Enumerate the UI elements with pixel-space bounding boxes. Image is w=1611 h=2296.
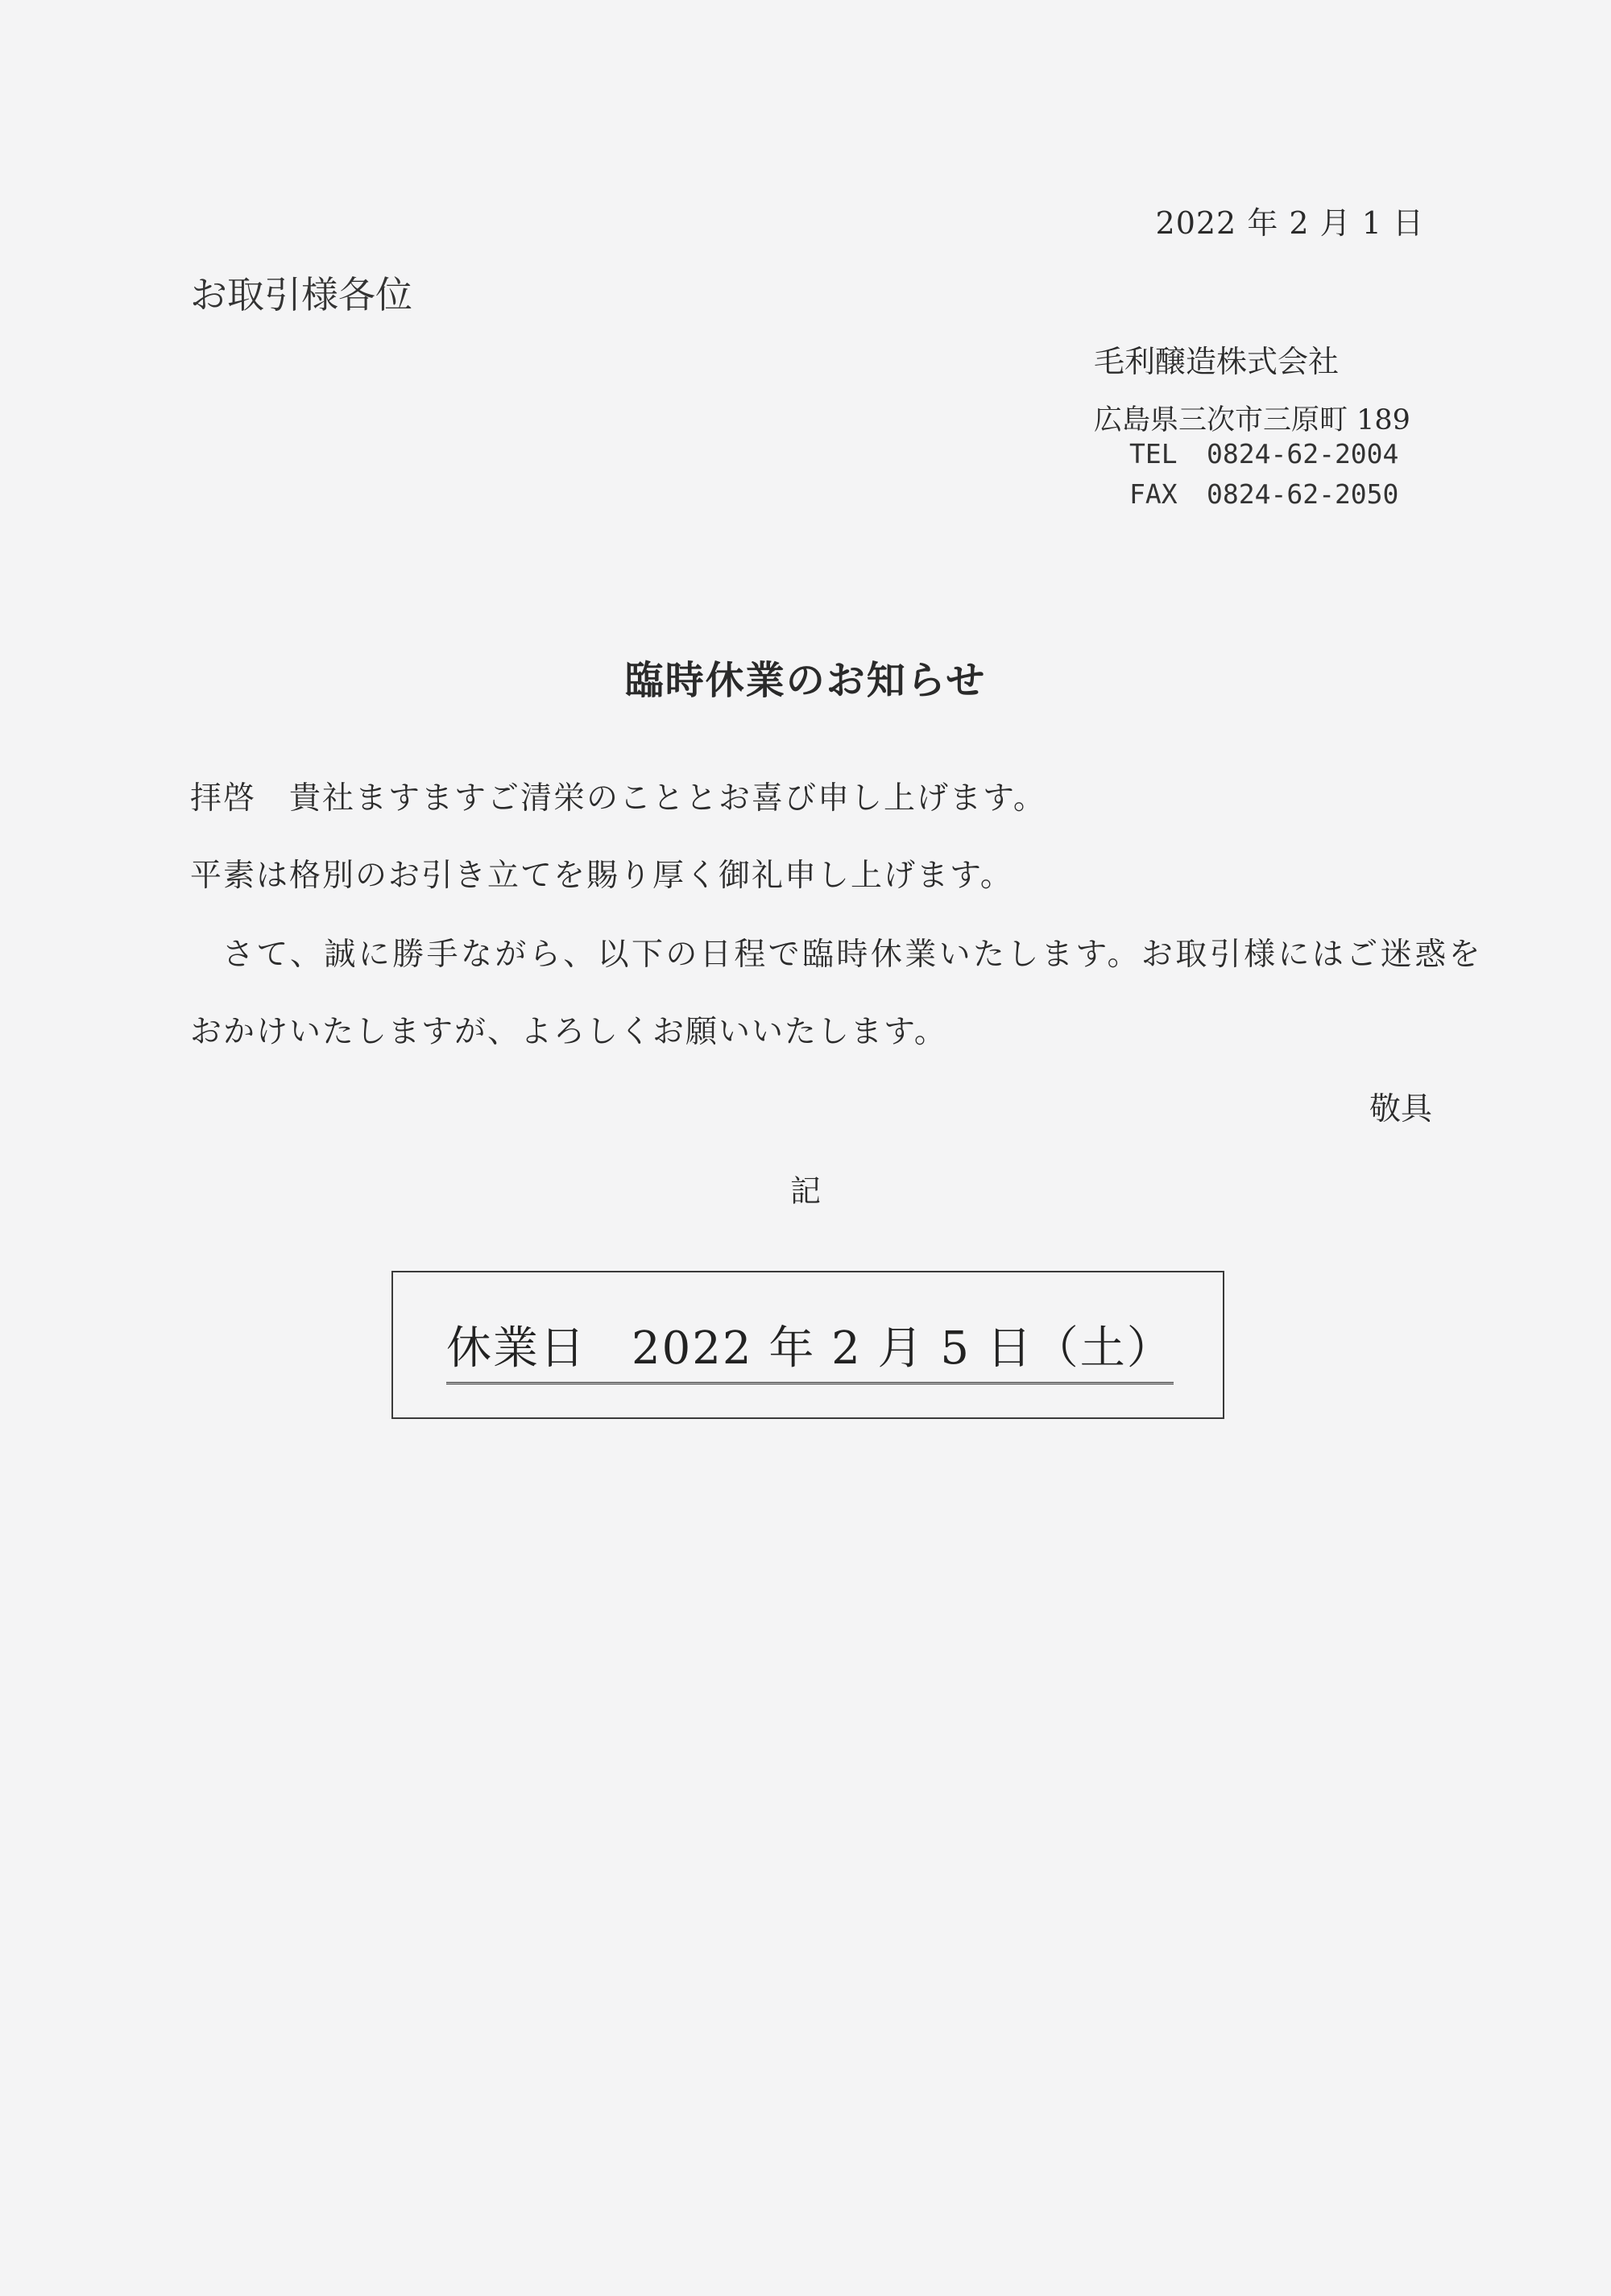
- sender-fax: [1129, 478, 1398, 510]
- body-line: 平素は格別のお引き立てを賜り厚く御礼申し上げます。: [190, 858, 1013, 894]
- tel-number: 0824-62-2004: [1207, 438, 1399, 470]
- closing-keigu: 敬具: [1369, 1091, 1432, 1127]
- letter-date: 2022 年 2 月 1 日: [1155, 205, 1424, 241]
- body-line: おかけいたしますが、よろしくお願いいたします。: [190, 1014, 947, 1050]
- fax-number: 0824-62-2050: [1207, 478, 1399, 510]
- fax-label: FAX: [1129, 478, 1178, 510]
- tel-label: TEL: [1129, 438, 1178, 470]
- holiday-label: 休業日: [446, 1322, 586, 1375]
- body-line: 拝啓 貴社ますますご清栄のこととお喜び申し上げます。: [190, 780, 1046, 817]
- recipient: お取引様各位: [190, 273, 412, 316]
- sender-tel: [1129, 438, 1398, 470]
- sender-address: 広島県三次市三原町 189: [1094, 404, 1410, 436]
- sender-company: 毛利醸造株式会社: [1094, 344, 1340, 379]
- letter-title: 臨時休業のお知らせ: [624, 658, 987, 703]
- holiday-notice: [446, 1313, 1174, 1384]
- holiday-box: [391, 1271, 1224, 1419]
- body-line: さて、誠に勝手ながら、以下の日程で臨時休業いたします。お取引様にはご迷惑を: [222, 937, 1483, 973]
- holiday-date: 2022 年 2 月 5 日（土）: [632, 1322, 1174, 1375]
- ki-heading: 記: [789, 1173, 821, 1209]
